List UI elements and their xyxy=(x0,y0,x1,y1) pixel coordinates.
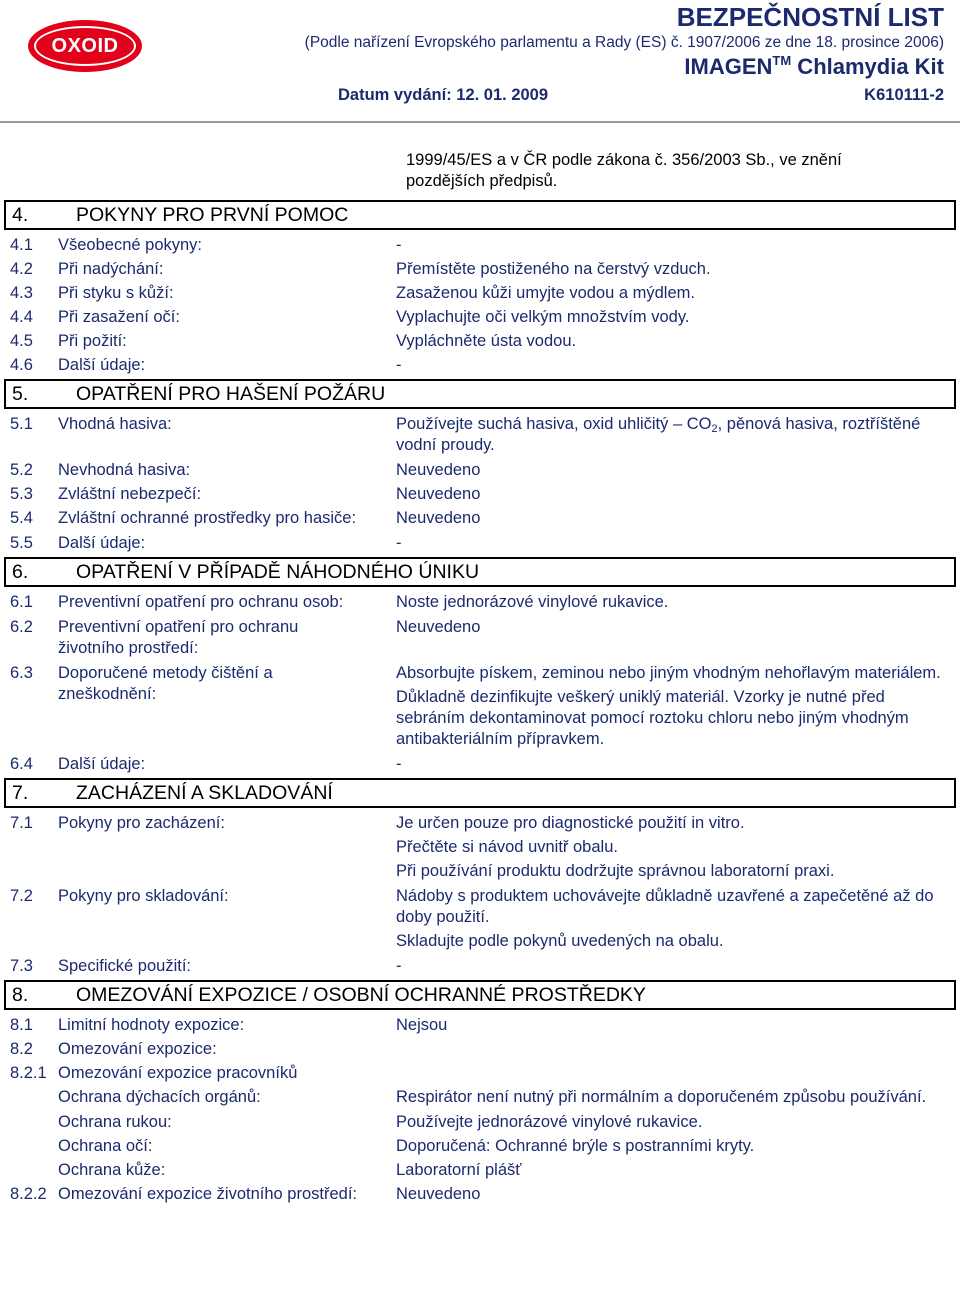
row-number: 5.2 xyxy=(10,461,33,479)
header-divider xyxy=(0,121,960,123)
row-5-1 xyxy=(0,412,960,457)
value-paragraph: Přečtěte si návod uvnitř obalu. xyxy=(396,838,618,856)
row-value: Neuvedeno xyxy=(396,485,481,503)
row-value: Respirátor není nutný při normálním a doporučeném způsobu používání. xyxy=(396,1088,927,1106)
section-number: 7. xyxy=(12,782,29,804)
row-number: 5.1 xyxy=(10,415,33,433)
row-skin xyxy=(0,1158,960,1182)
section-title: POKYNY PRO PRVNÍ POMOC xyxy=(76,204,349,226)
row-label: Preventivní opatření pro ochranu životního prostředí: xyxy=(58,618,299,657)
value-paragraph: Nádoby s produktem uchovávejte důkladně uzavřené a zapečetěné až do doby použití. xyxy=(396,887,934,926)
row-hands xyxy=(0,1110,960,1134)
product-code: K610111-2 xyxy=(864,86,944,104)
section-title: OMEZOVÁNÍ EXPOZICE / OSOBNÍ OCHRANNÉ PROSTŘEDKY xyxy=(76,984,646,1006)
document-header xyxy=(0,0,960,124)
row-7-3 xyxy=(0,954,960,978)
row-label: Doporučené metody čištění a zneškodnění: xyxy=(58,664,273,703)
row-value: Vypláchněte ústa vodou. xyxy=(396,332,577,350)
row-label: Omezování expozice: xyxy=(58,1040,217,1058)
row-label: Ochrana rukou: xyxy=(58,1113,172,1131)
row-number: 4.4 xyxy=(10,308,33,326)
row-7-2 xyxy=(0,884,960,953)
section-7-heading xyxy=(4,778,956,808)
row-4-4 xyxy=(0,305,960,329)
row-4-6 xyxy=(0,353,960,377)
row-number: 4.3 xyxy=(10,284,33,302)
row-label: Další údaje: xyxy=(58,755,146,773)
row-value: - xyxy=(396,957,402,975)
row-value: Neuvedeno xyxy=(396,509,481,527)
row-value xyxy=(396,414,960,456)
row-value: Doporučená: Ochranné brýle s postranními kryty. xyxy=(396,1137,755,1155)
row-value: Přemístěte postiženého na čerstvý vzduch. xyxy=(396,260,711,278)
row-value: Zasaženou kůži umyjte vodou a mýdlem. xyxy=(396,284,695,302)
section-title: OPATŘENÍ PRO HAŠENÍ POŽÁRU xyxy=(76,383,386,405)
row-label: Preventivní opatření pro ochranu osob: xyxy=(58,593,344,611)
row-number: 7.3 xyxy=(10,957,33,975)
row-label: Ochrana očí: xyxy=(58,1137,153,1155)
section-4-heading xyxy=(4,200,956,230)
row-value: Používejte jednorázové vinylové rukavice. xyxy=(396,1113,703,1131)
row-value: - xyxy=(396,534,402,552)
row-number: 8.2.1 xyxy=(10,1064,47,1082)
continuation-line-2: pozdějších předpisů. xyxy=(406,172,558,190)
row-value xyxy=(396,886,960,952)
document-title: BEZPEČNOSTNÍ LIST xyxy=(676,2,944,32)
section-number: 5. xyxy=(12,383,29,405)
row-value xyxy=(396,813,960,882)
issue-date: Datum vydání: 12. 01. 2009 xyxy=(338,86,549,104)
row-label: Ochrana dýchacích orgánů: xyxy=(58,1088,261,1106)
section-title: ZACHÁZENÍ A SKLADOVÁNÍ xyxy=(76,782,333,804)
row-label: Při zasažení očí: xyxy=(58,308,180,326)
row-4-3 xyxy=(0,281,960,305)
row-number: 5.5 xyxy=(10,534,33,552)
section-number: 8. xyxy=(12,984,29,1006)
value-paragraph: Absorbujte pískem, zeminou nebo jiným vhodným nehořlavým materiálem. xyxy=(396,664,941,682)
row-value: - xyxy=(396,356,402,374)
section-number: 4. xyxy=(12,204,29,226)
row-6-3 xyxy=(0,661,960,751)
row-label: Zvláštní ochranné prostředky pro hasiče: xyxy=(58,509,357,527)
row-8-2-2 xyxy=(0,1182,960,1206)
row-value: Neuvedeno xyxy=(396,461,481,479)
product-name-rest: Chlamydia Kit xyxy=(791,54,944,79)
row-6-1 xyxy=(0,590,960,614)
row-label: Všeobecné pokyny: xyxy=(58,236,203,254)
row-8-1 xyxy=(0,1013,960,1037)
row-number: 4.2 xyxy=(10,260,33,278)
row-4-1 xyxy=(0,233,960,257)
row-label: Při nadýchání: xyxy=(58,260,164,278)
co2-subscript: 2 xyxy=(711,423,718,435)
document-body xyxy=(0,146,960,1206)
row-label: Omezování expozice pracovníků xyxy=(58,1064,298,1082)
row-7-1 xyxy=(0,811,960,883)
row-8-2-1 xyxy=(0,1061,960,1085)
row-4-2 xyxy=(0,257,960,281)
row-label: Omezování expozice životního prostředí: xyxy=(58,1185,357,1203)
value-paragraph: Při používání produktu dodržujte správnou laboratorní praxi. xyxy=(396,862,835,880)
row-label: Při požití: xyxy=(58,332,127,350)
row-number: 8.2.2 xyxy=(10,1185,47,1203)
row-number: 4.5 xyxy=(10,332,33,350)
section-6-heading xyxy=(4,557,956,587)
row-6-2 xyxy=(0,615,960,660)
row-6-4 xyxy=(0,752,960,776)
row-8-2 xyxy=(0,1037,960,1061)
value-part: , pěnová hasiva, roztříštěné vodní proudy. xyxy=(396,415,921,454)
trademark-mark: TM xyxy=(772,53,792,68)
row-number: 4.6 xyxy=(10,356,33,374)
row-number: 5.3 xyxy=(10,485,33,503)
section-8-heading xyxy=(4,980,956,1010)
row-5-5 xyxy=(0,531,960,555)
row-eyes xyxy=(0,1134,960,1158)
value-part: Používejte suchá hasiva, oxid uhličitý – CO xyxy=(396,415,712,433)
row-label: Limitní hodnoty expozice: xyxy=(58,1016,245,1034)
row-number: 6.2 xyxy=(10,618,33,636)
row-label: Při styku s kůží: xyxy=(58,284,174,302)
value-paragraph: Důkladně dezinfikujte veškerý uniklý materiál. Vzorky je nutné před sebráním dekontaminovat pomocí roztoku chloru nebo jiným vhodným antibakteriálním přípravkem. xyxy=(396,688,909,748)
row-label: Další údaje: xyxy=(58,356,146,374)
section-title: OPATŘENÍ V PŘÍPADĚ NÁHODNÉHO ÚNIKU xyxy=(76,561,480,583)
row-respiratory xyxy=(0,1085,960,1109)
logo-text: OXOID xyxy=(34,26,136,66)
row-label: Pokyny pro zacházení: xyxy=(58,814,225,832)
product-name xyxy=(684,53,944,80)
row-value: Laboratorní plášť xyxy=(396,1161,522,1179)
row-number: 7.1 xyxy=(10,814,33,832)
row-value: Noste jednorázové vinylové rukavice. xyxy=(396,593,669,611)
row-label: Nevhodná hasiva: xyxy=(58,461,191,479)
row-number: 6.1 xyxy=(10,593,33,611)
product-name-main: IMAGEN xyxy=(684,54,773,79)
row-value: Nejsou xyxy=(396,1016,448,1034)
row-label: Další údaje: xyxy=(58,534,146,552)
row-value: - xyxy=(396,755,402,773)
row-value xyxy=(396,663,960,750)
value-paragraph: Skladujte podle pokynů uvedených na obalu. xyxy=(396,932,724,950)
section-5-heading xyxy=(4,379,956,409)
row-label: Vhodná hasiva: xyxy=(58,415,172,433)
row-number: 8.2 xyxy=(10,1040,33,1058)
row-number: 7.2 xyxy=(10,887,33,905)
row-5-3 xyxy=(0,482,960,506)
row-value: Neuvedeno xyxy=(396,1185,481,1203)
row-label: Specifické použití: xyxy=(58,957,191,975)
row-number: 4.1 xyxy=(10,236,33,254)
row-5-4 xyxy=(0,506,960,530)
row-number: 6.4 xyxy=(10,755,33,773)
row-number: 5.4 xyxy=(10,509,33,527)
row-value: Vyplachujte oči velkým množstvím vody. xyxy=(396,308,690,326)
row-5-2 xyxy=(0,458,960,482)
section-number: 6. xyxy=(12,561,29,583)
row-number: 8.1 xyxy=(10,1016,33,1034)
row-4-5 xyxy=(0,329,960,353)
document-subtitle: (Podle nařízení Evropského parlamentu a Rady (ES) č. 1907/2006 ze dne 18. prosince 2006) xyxy=(304,34,944,51)
row-value: - xyxy=(396,236,402,254)
oxoid-logo xyxy=(28,20,142,72)
value-paragraph: Je určen pouze pro diagnostické použití in vitro. xyxy=(396,814,745,832)
row-label: Ochrana kůže: xyxy=(58,1161,166,1179)
row-value: Neuvedeno xyxy=(396,618,481,636)
row-number: 6.3 xyxy=(10,664,33,682)
continuation-line-1: 1999/45/ES a v ČR podle zákona č. 356/2003 Sb., ve znění xyxy=(406,151,842,169)
row-label: Pokyny pro skladování: xyxy=(58,887,229,905)
row-label: Zvláštní nebezpečí: xyxy=(58,485,202,503)
continuation-text xyxy=(0,146,960,198)
